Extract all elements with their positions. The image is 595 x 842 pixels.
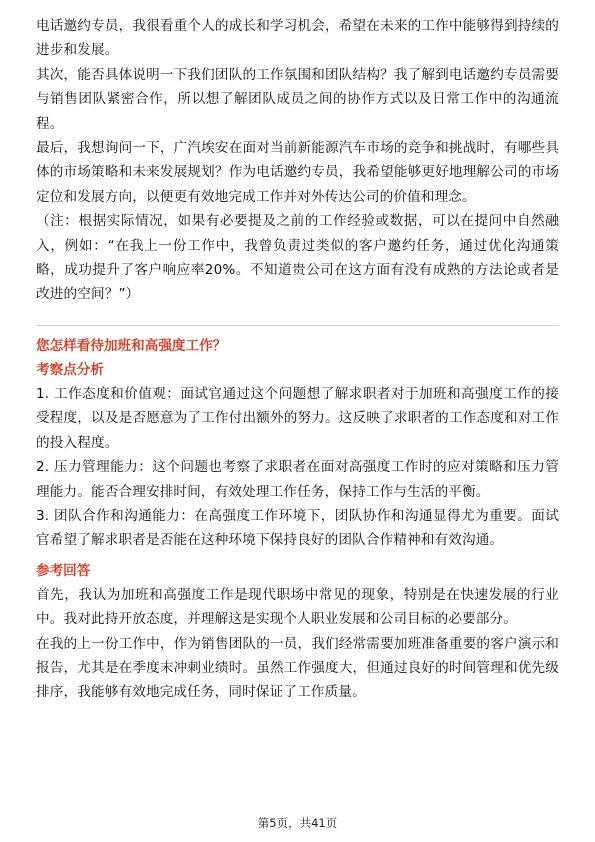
analysis-item-1: 1. 工作态度和价值观：面试官通过这个问题想了解求职者对于加班和高强度工作的接受程度，以及是否愿意为了工作付出额外的努力。这反映了求职者的工作态度和对工作的投入程度。 [36,385,559,451]
question-title: 您怎样看待加班和高强度工作？ [36,337,227,354]
intro-paragraph-1: 电话邀约专员，我很看重个人的成长和学习机会，希望在未来的工作中能够得到持续的进步和发展。 [36,18,559,59]
answer-paragraph-1: 首先，我认为加班和高强度工作是现代职场中常见的现象，特别是在快速发展的行业中。我对此持开放态度，并理解这是实现个人职业发展和公司目标的必要部分。 [36,586,559,628]
intro-paragraph-note: （注：根据实际情况，如果有必要提及之前的工作经验或数据，可以在提问中自然融入，例如：“在我上一份工作中，我曾负责过类似的客户邀约任务，通过优化沟通策略，成功提升了客户响应率20%。不知道贵公司在这方面有没有成熟的方法论或者是改进的空间？”） [36,213,559,303]
section-divider [36,325,559,326]
analysis-item-3: 3. 团队合作和沟通能力：在高强度工作环境下，团队协作和沟通显得尤为重要。面试官希望了解求职者是否能在这种环境下保持良好的团队合作精神和有效沟通。 [36,507,559,549]
page-number-footer: 第5页，共41页 [257,816,338,830]
document-page [36,14,559,705]
answer-paragraph-2: 在我的上一份工作中，作为销售团队的一员，我们经常需要加班准备重要的客户演示和报告，尤其是在季度末冲刺业绩时。虽然工作强度大，但通过良好的时间管理和优先级排序，我能够有效地完成任务，同时保证了工作质量。 [36,635,559,701]
intro-paragraph-2: 其次，能否具体说明一下我们团队的工作氛围和团队结构？我了解到电话邀约专员需要与销售团队紧密合作，所以想了解团队成员之间的协作方式以及日常工作中的沟通流程。 [36,66,559,132]
answer-heading: 参考回答 [36,562,91,579]
analysis-item-2: 2. 压力管理能力：这个问题也考察了求职者在面对高强度工作时的应对策略和压力管理能力。能否合理安排时间，有效处理工作任务，保持工作与生活的平衡。 [36,459,559,500]
analysis-heading: 考察点分析 [36,361,104,378]
intro-paragraph-3: 最后，我想询问一下，广汽埃安在面对当前新能源汽车市场的竞争和挑战时，有哪些具体的市场策略和未来发展规划？作为电话邀约专员，我希望能够更好地理解公司的市场定位和发展方向，以便更有效地完成工作并对外传达公司的价值和理念。 [36,140,559,205]
